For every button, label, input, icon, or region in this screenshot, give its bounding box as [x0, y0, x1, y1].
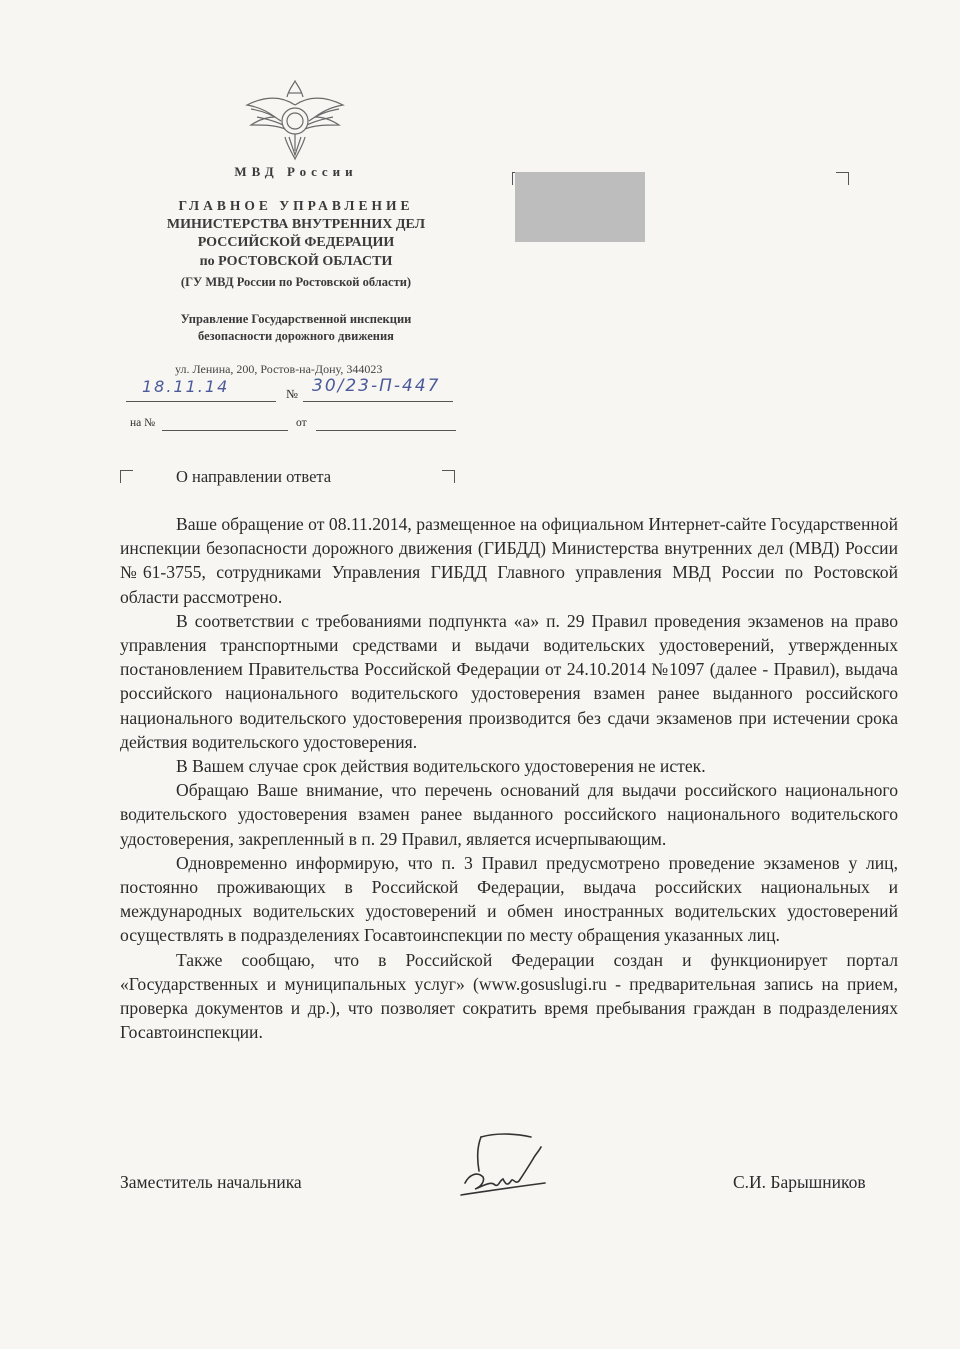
ref-line	[162, 430, 288, 431]
handwritten-date: 18.11.14	[142, 377, 230, 396]
paragraph: Ваше обращение от 08.11.2014, размещенное на официальном Интернет-сайте Государственной инспекции безопасности дорожного движения (ГИБДД) Министерства внутренних дел (МВД) России №61-3755, сотрудниками Управления ГИБДД Главного управления МВД России по Ростовской области рассмотрено.	[120, 514, 898, 607]
paragraph: Обращаю Ваше внимание, что перечень оснований для выдачи российского национального водительского удостоверения взамен ранее выданного российского национального водительского удостоверения, закрепленный в п. 29 Правил, является исчерпывающим.	[120, 780, 898, 849]
org-line-4: по РОСТОВСКОЙ ОБЛАСТИ	[199, 254, 393, 269]
org-line-1: ГЛАВНОЕ УПРАВЛЕНИЕ	[178, 198, 414, 213]
paragraph: Также сообщаю, что в Российской Федерации создан и функционирует портал «Государственных и муниципальных услуг» (www.gosuslugi.ru - предварительная запись на прием, проверка документов и др.), что позволяет сократить время пребывания граждан в подразделениях Госавтоинспекции.	[120, 949, 898, 1043]
org-line-3: РОССИЙСКОЙ ФЕДЕРАЦИИ	[197, 235, 395, 250]
signer-name: С.И. Барышников	[733, 1172, 866, 1192]
from-line	[316, 430, 456, 431]
recipient-corner-right	[836, 172, 849, 185]
org-address: ул. Ленина, 200, Ростов-на-Дону, 344023	[175, 362, 383, 376]
handwritten-signature-icon	[455, 1125, 555, 1205]
signer-title: Заместитель начальника	[120, 1172, 302, 1192]
subject-corner-left	[120, 470, 133, 483]
letter-body	[120, 512, 898, 1044]
subject-corner-right	[442, 470, 455, 483]
ref-label: на №	[130, 417, 156, 429]
letter-subject: О направлении ответа	[176, 467, 332, 486]
from-label: от	[296, 417, 307, 429]
ministry-name: МВД России	[234, 164, 358, 179]
dept-line-1: Управление Государственной инспекции	[180, 312, 412, 326]
redacted-recipient	[515, 172, 645, 242]
number-line	[303, 401, 453, 402]
paragraph: В соответствии с требованиями подпункта «а» п. 29 Правил проведения экзаменов на право управления транспортными средствами и выдачи водительских удостоверений, утвержденных постановлением Правительства Российской Федерации от 24.10.2014 №1097 (далее - Правил), выдача российского национального водительского удостоверения взамен ранее выданного российского национального водительского удостоверения производится без сдачи экзаменов при истечении срока действия водительского удостоверения.	[120, 610, 898, 752]
paragraph: В Вашем случае срок действия водительского удостоверения не истек.	[176, 756, 706, 777]
org-line-2: МИНИСТЕРСТВА ВНУТРЕННИХ ДЕЛ	[166, 217, 426, 232]
date-line	[126, 401, 276, 402]
handwritten-number: 30/23-П-447	[312, 376, 441, 396]
mvd-emblem-icon	[245, 75, 345, 165]
paragraph: Одновременно информирую, что п. 3 Правил предусмотрено проведение экзаменов у лиц, постоянно проживающих в Российской Федерации, выдача российских национальных и международных водительских удостоверений и обмен иностранных водительских удостоверений осуществлять в подразделениях Госавтоинспекции по месту обращения указанных лиц.	[120, 852, 898, 946]
number-sign: №	[286, 387, 298, 401]
dept-line-2: безопасности дорожного движения	[198, 329, 394, 343]
org-short-name: (ГУ МВД России по Ростовской области)	[180, 275, 412, 289]
